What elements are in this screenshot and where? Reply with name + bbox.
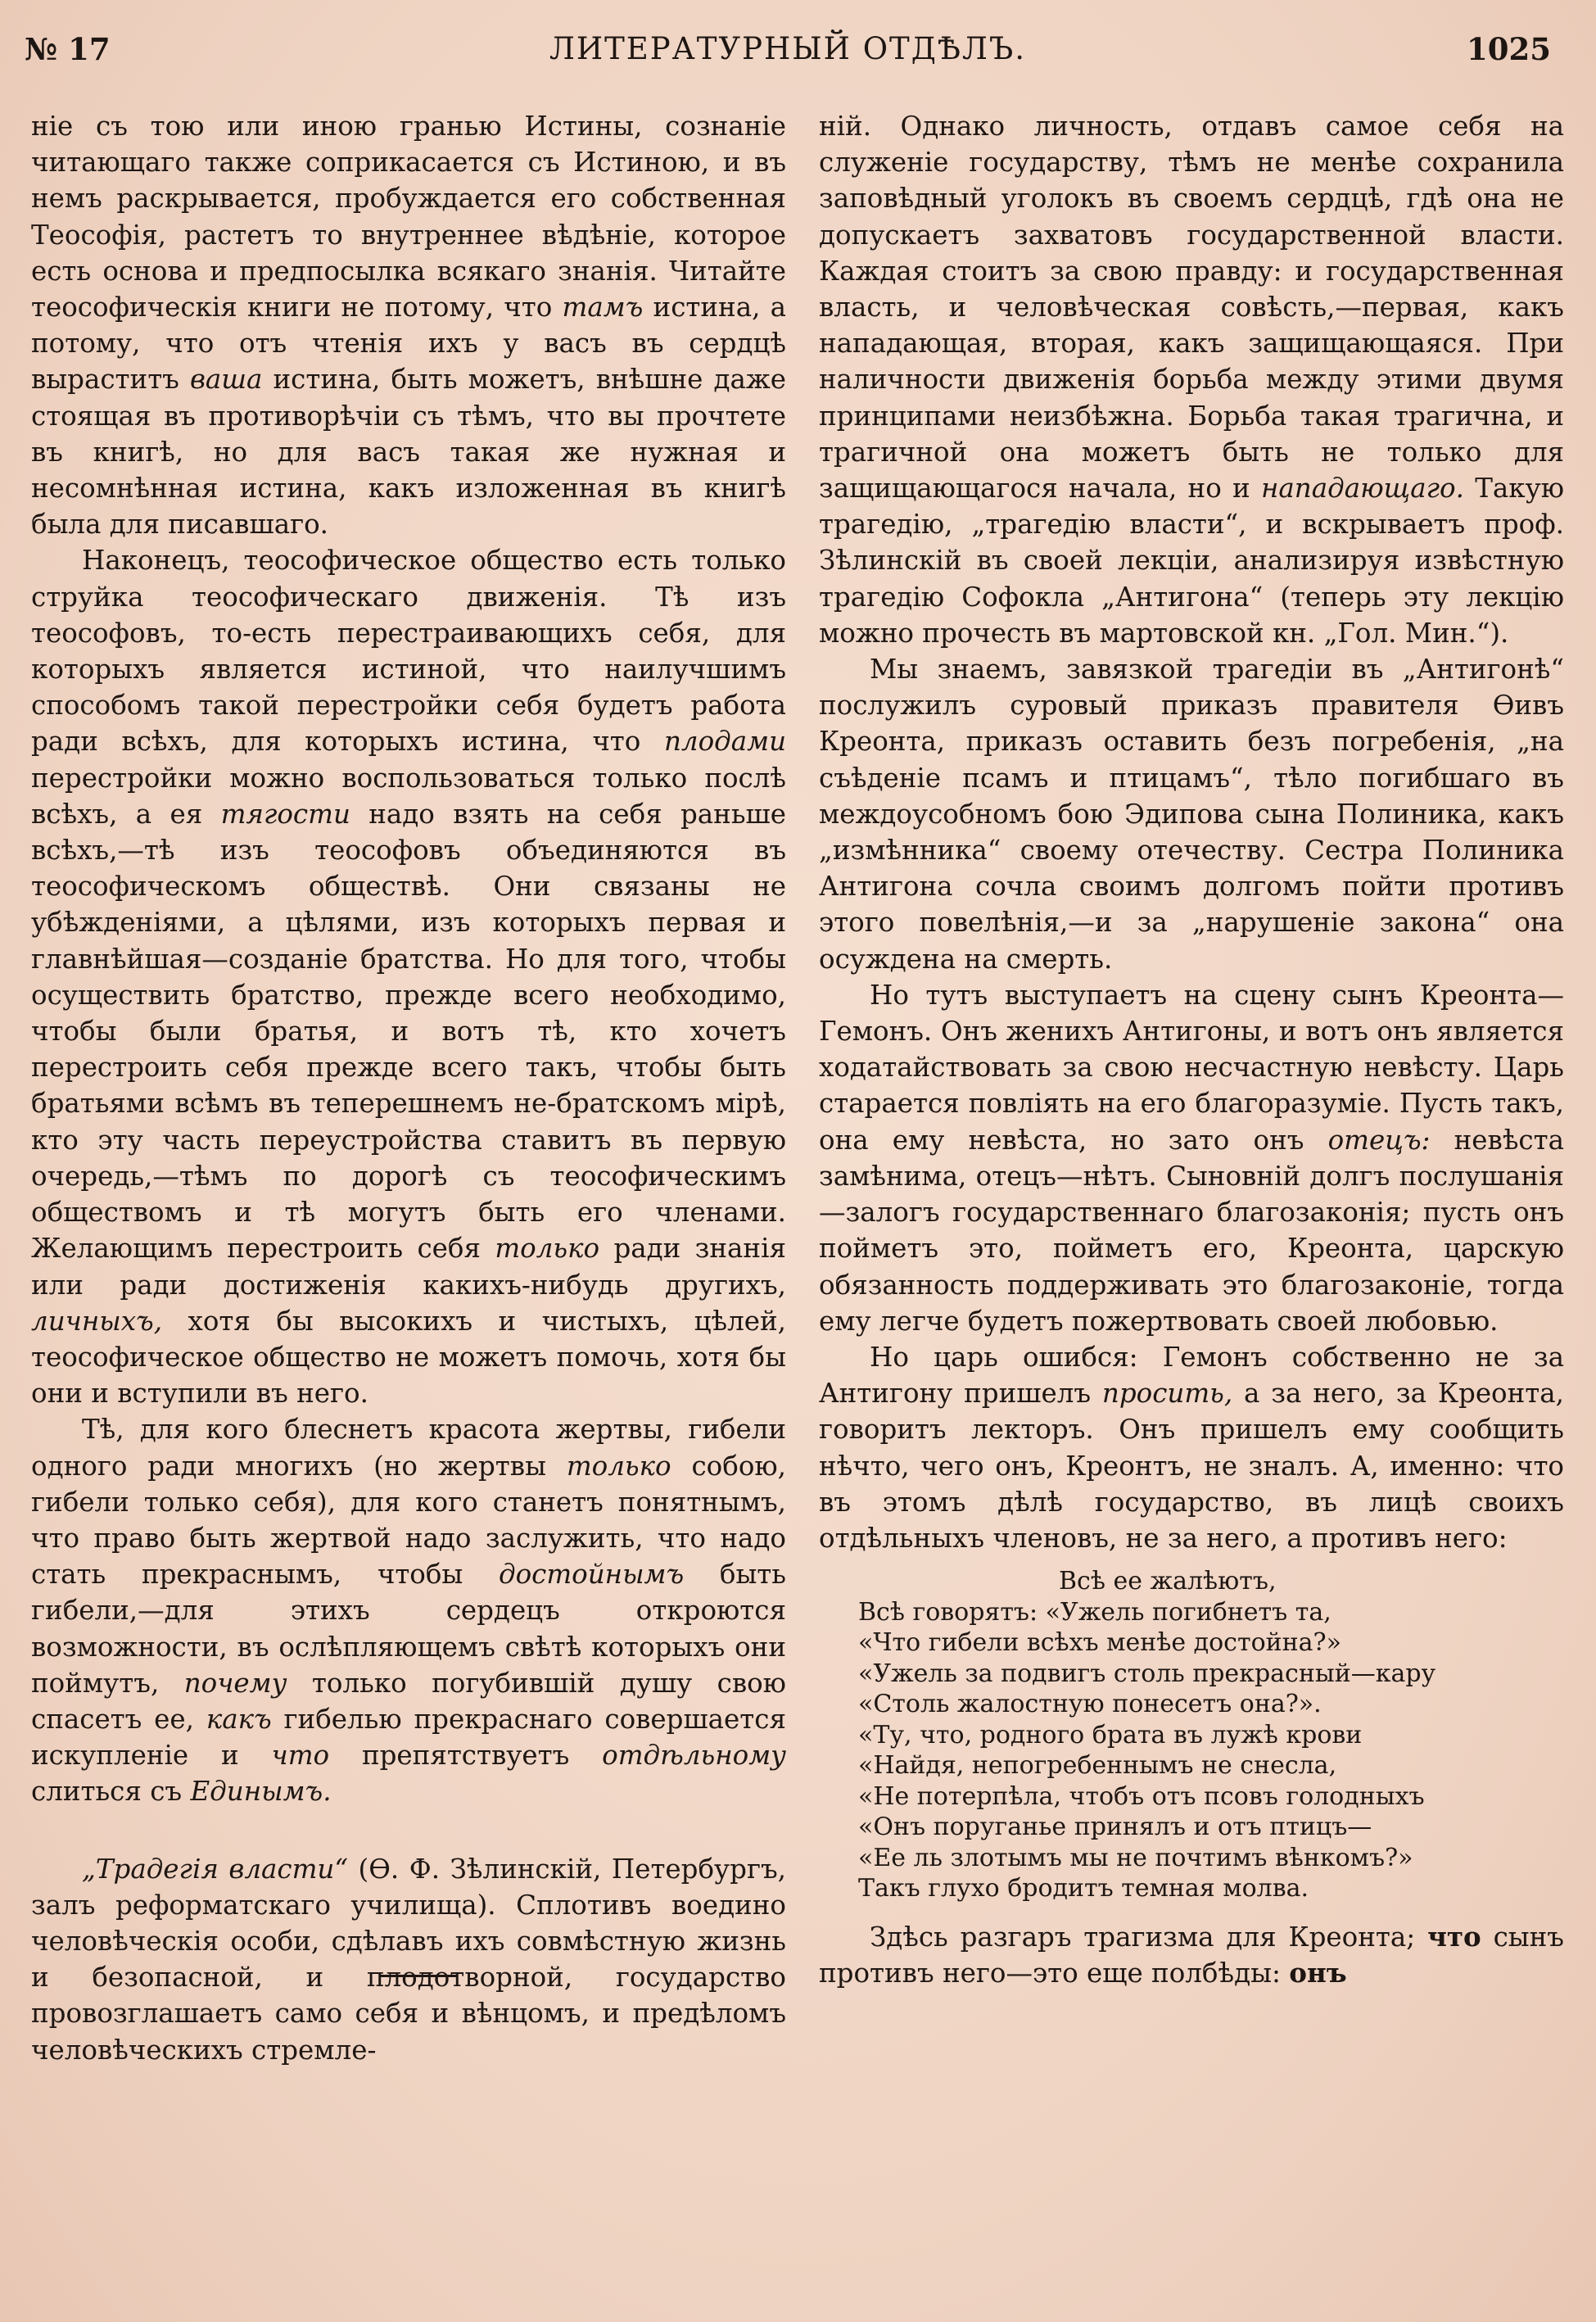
left-column: [31, 108, 786, 2068]
paragraph: Но тутъ выступаетъ на сцену сынъ Креонта—Гемонъ. Онъ женихъ Антигоны, и вотъ онъ является ходатайствовать за свою несчастную невѣсту. Царь старается повліять на его благоразуміе. Пусть такъ, она ему невѣста, но зато онъ отецъ: невѣста замѣнима, отецъ—нѣтъ. Сыновній долгъ послушанія—залогъ государственнаго благозаконія; пусть онъ пойметъ это, пойметъ его, Креонта, царскую обязанность поддерживать это благозаконіе, тогда ему легче будетъ пожертвовать своей любовью.: [819, 979, 1564, 1337]
verse-line: «Найдя, непогребеннымъ не снесла,: [858, 1751, 1337, 1781]
section-separator: [381, 1975, 456, 1977]
issue-number: № 17: [25, 31, 111, 67]
paragraph: Но царь ошибся: Гемонъ собственно не за Антигону пришелъ просить, а за него, за Креонта, говоритъ лекторъ. Онъ пришелъ ему сообщить нѣчто, чего онъ, Креонтъ, не зналъ. А, именно: что въ этомъ дѣлѣ государство, въ лицѣ своихъ отдѣльныхъ членовъ, не за него, а противъ него:: [819, 1341, 1564, 1554]
verse-line: «Столь жалостную понесетъ она?».: [858, 1690, 1322, 1719]
paragraph: „Традегія власти“ (Ѳ. Ф. Зѣлинскій, Петербургъ, залъ реформатскаго училища). Сплотивъ воедино человѣческія особи, сдѣлавъ ихъ совмѣстную жизнь и безопасной, и плодотворной, государство провозглашаетъ само себя и вѣнцомъ, и предѣломъ человѣческихъ стремле-: [31, 1853, 786, 2066]
paragraph: Мы знаемъ, завязкой трагедіи въ „Антигонѣ“ послужилъ суровый приказъ правителя Ѳивъ Креонта, приказъ оставить безъ погребенія, „на съѣденіе псамъ и птицамъ“, тѣло погибшаго въ междоусобномъ бою Эдипова сына Полиника, какъ „измѣнника“ своему отечеству. Сестра Полиника Антигона сочла своимъ долгомъ пойти противъ этого повелѣнія,—и за „нарушеніе закона“ она осуждена на смерть.: [819, 654, 1564, 975]
verse-quote: [858, 1566, 1564, 1904]
page-number: 1025: [1467, 31, 1551, 67]
verse-line: «Ее ль злотымъ мы не почтимъ вѣнкомъ?»: [858, 1843, 1413, 1872]
paragraph: ній. Однако личность, отдавъ самое себя на служеніе государству, тѣмъ не менѣе сохранила заповѣдный уголокъ въ своемъ сердцѣ, гдѣ она не допускаетъ захватовъ государственной власти. Каждая стоитъ за свою правду: и государственная власть, и человѣческая совѣсть,—первая, какъ нападающая, вторая, какъ защищающаяся. При наличности движенія борьба между этими двумя принципами неизбѣжна. Борьба такая трагична, и трагичной она можетъ быть не только для защищающагося начала, но и нападающаго. Такую трагедію, „трагедію власти“, и вскрываетъ проф. Зѣлинскій въ своей лекціи, анализируя извѣстную трагедію Софокла „Антигона“ (теперь эту лекцію можно прочесть въ мартовской кн. „Гол. Мин.“).: [819, 111, 1564, 649]
page-header: [25, 31, 1551, 80]
verse-line: Такъ глухо бродитъ темная молва.: [858, 1874, 1309, 1903]
right-column: [819, 108, 1564, 1991]
verse-line: Всѣ ее жалѣютъ,: [1059, 1567, 1277, 1596]
verse-line: «Не потерпѣла, чтобъ отъ псовъ голодныхъ: [858, 1781, 1425, 1811]
verse-line: «Ту, что, родного брата въ лужѣ крови: [858, 1720, 1363, 1749]
verse-line: «Что гибели всѣхъ менѣе достойна?»: [858, 1628, 1341, 1658]
paragraph: Здѣсь разгаръ трагизма для Креонта; что сынъ противъ него—это еще полбѣды: онъ: [819, 1920, 1564, 1989]
verse-line: Всѣ говорятъ: «Ужель погибнетъ та,: [858, 1597, 1332, 1627]
paragraph: Наконецъ, теософическое общество есть только струйка теософическаго движенія. Тѣ изъ теософовъ, то-есть перестраивающихъ себя, для которыхъ является истиной, что наилучшимъ способомъ такой перестройки себя будетъ работа ради всѣхъ, для которыхъ истина, что плодами перестройки можно воспользоваться только послѣ всѣхъ, а ея тягости надо взять на себя раньше всѣхъ,—тѣ изъ теософовъ объединяются въ теософическомъ обществѣ. Они связаны не убѣжденіями, а цѣлями, изъ которыхъ первая и главнѣйшая—созданіе братства. Но для того, чтобы осуществить братство, прежде всего необходимо, чтобы были братья, и вотъ тѣ, кто хочетъ перестроить себя прежде всего такъ, чтобы быть братьями всѣмъ въ теперешнемъ не-братскомъ мірѣ, кто эту часть переустройства ставитъ въ первую очередь,—тѣмъ по дорогѣ съ теософическимъ обществомъ и тѣ могутъ быть его членами. Желающимъ перестроить себя только ради знанія или ради достиженія какихъ-нибудь другихъ, личныхъ, хотя бы высокихъ и чистыхъ, цѣлей, теософическое общество не можетъ помочь, хотя бы они и вступили въ него.: [31, 545, 786, 1410]
verse-line: «Онъ поруганье принялъ и отъ птицъ—: [858, 1813, 1372, 1842]
section-title: ЛИТЕРАТУРНЫЙ ОТДѢЛЪ.: [549, 31, 1027, 66]
paragraph: Тѣ, для кого блеснетъ красота жертвы, гибели одного ради многихъ (но жертвы только собою, гибели только себя), для кого станетъ понятнымъ, что право быть жертвой надо заслужить, что надо стать прекраснымъ, чтобы достойнымъ быть гибели,—для этихъ сердецъ откроются возможности, въ ослѣпляющемъ свѣтѣ которыхъ они поймутъ, почему только погубившій душу свою спасетъ ее, какъ гибелью прекраснаго совершается искупленіе и что препятствуетъ отдѣльному слиться съ Единымъ.: [31, 1414, 787, 1808]
verse-line: «Ужель за подвигъ столь прекрасный—кару: [858, 1659, 1436, 1688]
paragraph: ніе съ тою или иною гранью Истины, сознаніе читающаго также соприкасается съ Истиною, и въ немъ раскрывается, пробуждается его собственная Теософія, растетъ то внутреннее вѣдѣніе, которое есть основа и предпосылка всякаго знанія. Читайте теософическія книги не потому, что тамъ истина, а потому, что отъ чтенія ихъ у васъ въ сердцѣ выраститъ ваша истина, быть можетъ, внѣшне даже стоящая въ противорѣчіи съ тѣмъ, что вы прочтете въ книгѣ, но для васъ такая же нужная и несомнѣнная истина, какъ изложенная въ книгѣ была для писавшаго.: [31, 111, 786, 541]
spacer: [31, 1810, 786, 1851]
